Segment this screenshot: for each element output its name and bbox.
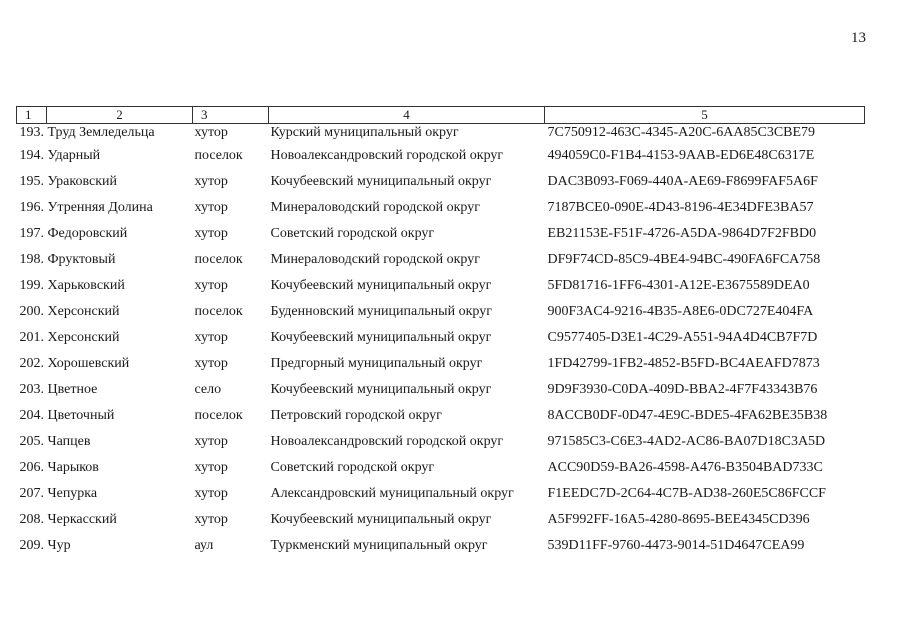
settlement-name-cell: 196. Утренняя Долина <box>19 200 153 215</box>
district-cell: Советский городской округ <box>270 226 435 241</box>
guid-cell: 539D11FF-9760-4473-9014-51D4647CEA99 <box>547 538 805 553</box>
settlement-type-cell: хутор <box>194 486 228 501</box>
table-row <box>17 533 865 559</box>
settlement-type-cell: село <box>194 382 222 397</box>
settlement-name-cell: 206. Чарыков <box>19 460 99 475</box>
settlement-type-cell: поселок <box>194 304 243 319</box>
district-cell: Кочубеевский муниципальный округ <box>270 382 492 397</box>
guid-cell: 7187BCE0-090E-4D43-8196-4E34DFE3BA57 <box>547 200 814 215</box>
table-row <box>17 169 865 195</box>
settlement-type-cell: аул <box>194 538 214 553</box>
table-row <box>17 273 865 299</box>
page-number: 13 <box>851 30 866 46</box>
column-header-4: 4 <box>269 107 545 124</box>
table-row <box>17 507 865 533</box>
district-cell: Новоалександровский городской округ <box>270 434 504 449</box>
table-row <box>17 143 865 169</box>
district-cell: Буденновский муниципальный округ <box>270 304 492 319</box>
district-cell: Кочубеевский муниципальный округ <box>270 174 492 189</box>
settlement-type-cell: поселок <box>194 252 243 267</box>
settlement-name-cell: 208. Черкасский <box>19 512 117 527</box>
guid-cell: 9D9F3930-C0DA-409D-BBA2-4F7F43343B76 <box>547 382 818 397</box>
district-cell: Предгорный муниципальный округ <box>270 356 483 371</box>
district-cell: Кочубеевский муниципальный округ <box>270 278 492 293</box>
table-row <box>17 124 865 144</box>
guid-cell: DAC3B093-F069-440A-AE69-F8699FAF5A6F <box>547 174 818 189</box>
district-cell: Новоалександровский городской округ <box>270 148 504 163</box>
settlement-name-cell: 193. Труд Земледельца <box>19 125 155 140</box>
guid-cell: 494059C0-F1B4-4153-9AAB-ED6E48C6317E <box>547 148 815 163</box>
table-body <box>17 124 865 560</box>
guid-cell: 7C750912-463C-4345-A20C-6AA85C3CBE79 <box>547 125 816 140</box>
settlement-name-cell: 205. Чапцев <box>19 434 91 449</box>
district-cell: Советский городской округ <box>270 460 435 475</box>
settlement-name-cell: 204. Цветочный <box>19 408 115 423</box>
settlement-name-cell: 203. Цветное <box>19 382 98 397</box>
table-row <box>17 299 865 325</box>
guid-cell: 5FD81716-1FF6-4301-A12E-E3675589DEA0 <box>547 278 810 293</box>
guid-cell: C9577405-D3E1-4C29-A551-94A4D4CB7F7D <box>547 330 818 345</box>
table-row <box>17 247 865 273</box>
table-row <box>17 377 865 403</box>
guid-cell: DF9F74CD-85C9-4BE4-94BC-490FA6FCA758 <box>547 252 821 267</box>
table-row <box>17 325 865 351</box>
district-cell: Туркменский муниципальный округ <box>270 538 488 553</box>
settlements-table <box>16 106 865 559</box>
table-row <box>17 481 865 507</box>
district-cell: Кочубеевский муниципальный округ <box>270 330 492 345</box>
district-cell: Минераловодский городской округ <box>270 252 480 267</box>
settlement-type-cell: хутор <box>194 174 228 189</box>
settlement-type-cell: хутор <box>194 460 228 475</box>
settlement-type-cell: поселок <box>194 148 243 163</box>
table-row <box>17 403 865 429</box>
table-row <box>17 351 865 377</box>
settlement-name-cell: 194. Ударный <box>19 148 101 163</box>
guid-cell: ACC90D59-BA26-4598-A476-B3504BAD733C <box>547 460 823 475</box>
table-header-row <box>17 107 865 124</box>
settlement-name-cell: 201. Херсонский <box>19 330 120 345</box>
district-cell: Петровский городской округ <box>270 408 442 423</box>
column-header-3: 3 <box>193 107 269 124</box>
settlement-type-cell: хутор <box>194 330 228 345</box>
settlement-type-cell: хутор <box>194 125 228 140</box>
guid-cell: 900F3AC4-9216-4B35-A8E6-0DC727E404FA <box>547 304 814 319</box>
district-cell: Александровский муниципальный округ <box>270 486 514 501</box>
guid-cell: 971585C3-C6E3-4AD2-AC86-BA07D18C3A5D <box>547 434 826 449</box>
settlement-type-cell: хутор <box>194 200 228 215</box>
column-header-2: 2 <box>47 107 193 124</box>
column-header-1: 1 <box>17 107 47 124</box>
district-cell: Кочубеевский муниципальный округ <box>270 512 492 527</box>
settlement-type-cell: хутор <box>194 226 228 241</box>
table-row <box>17 221 865 247</box>
table-row <box>17 195 865 221</box>
district-cell: Курский муниципальный округ <box>270 125 459 140</box>
settlement-name-cell: 207. Чепурка <box>19 486 98 501</box>
settlement-name-cell: 209. Чур <box>19 538 71 553</box>
guid-cell: EB21153E-F51F-4726-A5DA-9864D7F2FBD0 <box>547 226 817 241</box>
settlement-type-cell: поселок <box>194 408 243 423</box>
table-row <box>17 455 865 481</box>
settlement-name-cell: 202. Хорошевский <box>19 356 130 371</box>
settlement-name-cell: 198. Фруктовый <box>19 252 116 267</box>
settlement-type-cell: хутор <box>194 356 228 371</box>
guid-cell: F1EEDC7D-2C64-4C7B-AD38-260E5C86FCCF <box>547 486 826 501</box>
table-row <box>17 429 865 455</box>
column-header-5: 5 <box>545 107 865 124</box>
settlement-name-cell: 200. Херсонский <box>19 304 120 319</box>
district-cell: Минераловодский городской округ <box>270 200 480 215</box>
guid-cell: 1FD42799-1FB2-4852-B5FD-BC4AEAFD7873 <box>547 356 820 371</box>
settlement-type-cell: хутор <box>194 278 228 293</box>
settlement-name-cell: 199. Харьковский <box>19 278 125 293</box>
settlement-type-cell: хутор <box>194 434 228 449</box>
guid-cell: A5F992FF-16A5-4280-8695-BEE4345CD396 <box>547 512 810 527</box>
settlement-name-cell: 195. Ураковский <box>19 174 118 189</box>
guid-cell: 8ACCB0DF-0D47-4E9C-BDE5-4FA62BE35B38 <box>547 408 828 423</box>
settlement-name-cell: 197. Федоровский <box>19 226 128 241</box>
settlement-type-cell: хутор <box>194 512 228 527</box>
